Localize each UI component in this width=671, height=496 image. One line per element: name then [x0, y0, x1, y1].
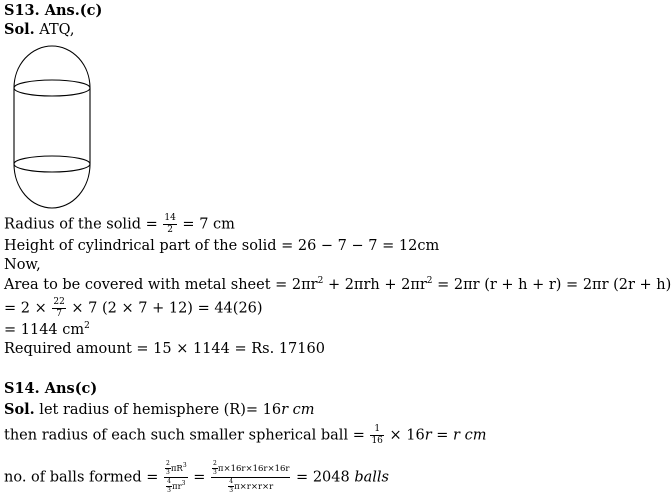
bottom-ellipse — [14, 156, 90, 172]
calc-num: 22 — [53, 297, 65, 307]
f2-num-coef-num: 2 — [213, 460, 217, 467]
f2-den-rest: π×r×r×r — [234, 482, 274, 492]
balls-f2-numerator — [211, 461, 290, 478]
balls-result: = 2048 — [291, 469, 355, 486]
s14-sol-label: Sol. — [4, 401, 35, 418]
s14-sol-var: r cm — [281, 402, 315, 418]
top-hemisphere-arc — [14, 46, 90, 88]
balls-fraction-1 — [164, 461, 188, 494]
f1-den-rest: πr — [172, 482, 182, 492]
f1-num-rest: πR — [170, 464, 183, 474]
balls-eq: = — [188, 469, 211, 486]
then-suffix: × 16 — [384, 427, 425, 444]
s14-balls-line — [4, 461, 389, 494]
now-line: Now, — [4, 257, 41, 273]
area-sq1: 2 — [317, 276, 324, 286]
calc-fraction — [52, 298, 65, 319]
height-line: Height of cylindrical part of the solid = 26 − 7 − 7 = 12cm — [4, 238, 440, 254]
s13-sol-text: ATQ, — [34, 22, 75, 38]
f1-num-coef-den: 3 — [166, 469, 170, 476]
balls-prefix: no. of balls formed = — [4, 469, 163, 486]
f2-den-coef-den: 3 — [229, 487, 234, 494]
radius-den: 2 — [167, 225, 173, 235]
s14-sol-text: let radius of hemisphere (R)= 16 — [34, 402, 282, 418]
balls-fraction-2 — [211, 461, 290, 494]
result-sup: 2 — [84, 321, 90, 331]
radius-fraction — [163, 214, 176, 235]
then-prefix: then radius of each such smaller spherical ball = — [4, 427, 370, 444]
calc-den: 7 — [56, 309, 62, 319]
result-line — [4, 321, 90, 339]
radius-prefix: Radius of the solid = — [4, 216, 163, 233]
f2-num-coef-den: 3 — [213, 469, 217, 476]
radius-num: 14 — [164, 213, 176, 223]
top-ellipse — [14, 80, 90, 96]
balls-result-var: balls — [354, 469, 389, 486]
result-text: = 1144 cm — [4, 322, 85, 338]
s14-heading: S14. Ans(c) — [4, 380, 98, 397]
s14-sol-line — [4, 401, 315, 419]
calc-suffix: × 7 (2 × 7 + 12) = 44(26) — [66, 300, 263, 317]
radius-suffix: = 7 cm — [177, 216, 235, 233]
then-den: 16 — [371, 436, 383, 446]
area-sq2: 2 — [426, 276, 433, 286]
area-line — [4, 276, 671, 294]
f2-num-rest: π×16r×16r×16r — [217, 464, 290, 474]
bottom-hemisphere-arc — [14, 164, 90, 208]
f1-den-coef-den: 3 — [167, 487, 171, 494]
f2-den-coef-num: 4 — [229, 478, 234, 485]
s13-heading: S13. Ans.(c) — [4, 2, 103, 19]
f1-den-sup: 3 — [181, 480, 186, 487]
then-var: r = r cm — [424, 427, 487, 444]
area-prefix: Area to be covered with metal sheet = 2πr — [4, 277, 318, 293]
capsule-figure — [4, 40, 104, 212]
f1-num-coef-num: 2 — [166, 460, 170, 467]
area-suffix: = 2πr (r + h + r) = 2πr (2r + h) — [432, 277, 671, 293]
f1-den-coef-num: 4 — [167, 478, 171, 485]
then-fraction — [370, 425, 383, 446]
balls-f1-numerator — [164, 461, 188, 478]
balls-f2-denominator — [211, 478, 290, 494]
area-mid: + 2πrh + 2πr — [323, 277, 427, 293]
s13-sol-line — [4, 21, 74, 39]
balls-f1-denominator — [164, 478, 188, 494]
calc-line — [4, 298, 263, 319]
s14-then-line — [4, 425, 486, 446]
then-num: 1 — [370, 425, 383, 436]
f1-num-sup: 3 — [182, 462, 187, 469]
required-line: Required amount = 15 × 1144 = Rs. 17160 — [4, 341, 325, 357]
calc-prefix: = 2 × — [4, 300, 52, 317]
s13-sol-label: Sol. — [4, 21, 35, 38]
radius-line — [4, 214, 235, 235]
